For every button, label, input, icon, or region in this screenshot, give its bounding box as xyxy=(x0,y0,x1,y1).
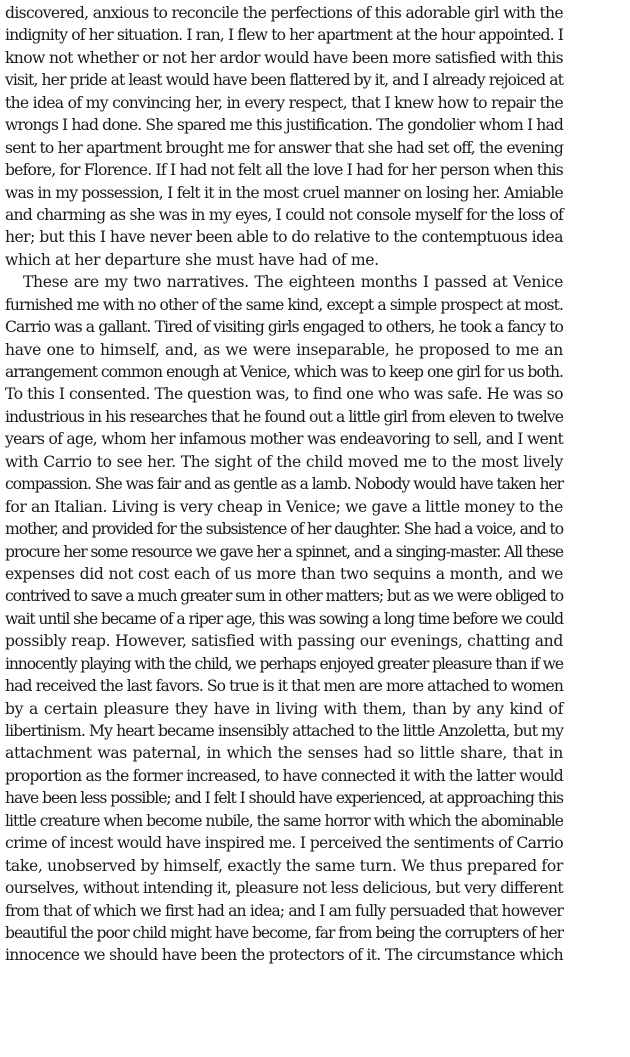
text-line: arrangement common enough at Venice, which was to keep one girl for us both. xyxy=(5,363,563,381)
text-line: wrongs I had done. She spared me this justification. The gondolier whom I had xyxy=(5,116,563,135)
text-line: procure her some resource we gave her a spinnet, and a singing-master. All these xyxy=(5,542,563,561)
text-line: take, unobserved by himself, exactly the same turn. We thus prepared for xyxy=(5,856,563,875)
text-line xyxy=(5,967,563,989)
text-line: her; but this I have never been able to do relative to the contemptuous idea xyxy=(5,228,563,247)
text-line: visit, her pride at least would have been flattered by it, and I already rejoiced at xyxy=(5,71,563,90)
paragraph-2 xyxy=(5,271,563,1056)
text-line: To this I consented. The question was, to find one who was safe. He was so xyxy=(5,385,563,404)
text-line: furnished me with no other of the same kind, except a simple prospect at most. xyxy=(5,295,563,314)
text-line: expenses did not cost each of us more than two sequins a month, and we xyxy=(5,564,563,583)
text-line xyxy=(5,1012,563,1034)
text-line: from that of which we first had an idea; and I am fully persuaded that however xyxy=(5,901,563,920)
text-line: crime of incest would have inspired me. I perceived the sentiments of Carrio xyxy=(5,834,563,853)
text-line: have one to himself, and, as we were inseparable, he proposed to me an xyxy=(5,340,563,359)
text-line: possibly reap. However, satisfied with passing our evenings, chatting and xyxy=(5,632,563,651)
text-line: with Carrio to see her. The sight of the child moved me to the most lively xyxy=(5,452,563,471)
text-line: compassion. She was fair and as gentle as a lamb. Nobody would have taken her xyxy=(5,475,563,494)
text-line: sent to her apartment brought me for answer that she had set off, the evening xyxy=(5,138,563,157)
text-line: was in my possession, I felt it in the most cruel manner on losing her. Amiable xyxy=(5,183,563,202)
text-line: mother, and provided for the subsistence of her daughter. She had a voice, and to xyxy=(5,520,563,539)
text-line xyxy=(5,1034,563,1056)
paragraph-1 xyxy=(5,2,563,271)
text-line: industrious in his researches that he found out a little girl from eleven to twelve xyxy=(5,407,563,426)
text-line: years of age, whom her infamous mother was endeavoring to sell, and I went xyxy=(5,430,563,449)
text-line: have been less possible; and I felt I should have experienced, at approaching this xyxy=(5,789,563,808)
text-line: discovered, anxious to reconcile the perfections of this adorable girl with the xyxy=(5,4,563,22)
text-line: libertinism. My heart became insensibly attached to the little Anzoletta, but my xyxy=(5,722,563,740)
text-line: proportion as the former increased, to have connected it with the latter would xyxy=(5,766,563,785)
text-line: by a certain pleasure they have in living with them, than by any kind of xyxy=(5,699,563,718)
text-line: know not whether or not her ardor would have been more satisfied with this xyxy=(5,48,563,67)
document-page xyxy=(5,2,563,1057)
text-line: ourselves, without intending it, pleasure not less delicious, but very different xyxy=(5,879,563,898)
text-line: contrived to save a much greater sum in other matters; but as we were obliged to xyxy=(5,587,563,606)
text-line: These are my two narratives. The eighteen months I passed at Venice xyxy=(23,273,563,292)
text-line: Carrio was a gallant. Tired of visiting girls engaged to others, he took a fancy to xyxy=(5,318,563,337)
text-line: innocently playing with the child, we perhaps enjoyed greater pleasure than if we xyxy=(5,654,563,673)
text-line: had received the last favors. So true is it that men are more attached to women xyxy=(5,677,563,696)
text-line: beautiful the poor child might have become, far from being the corrupters of her xyxy=(5,923,563,942)
text-line: attachment was paternal, in which the senses had so little share, that in xyxy=(5,744,563,763)
text-line: for an Italian. Living is very cheap in Venice; we gave a little money to the xyxy=(5,497,563,516)
text-line: and charming as she was in my eyes, I could not console myself for the loss of xyxy=(5,205,563,224)
text-line: which at her departure she must have had of me. xyxy=(5,250,379,269)
text-line xyxy=(5,989,563,1011)
text-line: before, for Florence. If I had not felt all the love I had for her person when this xyxy=(5,161,563,180)
text-line: wait until she became of a riper age, this was sowing a long time before we could xyxy=(5,609,563,628)
text-line: innocence we should have been the protectors of it. The circumstance which xyxy=(5,946,563,965)
text-line: little creature when become nubile, the same horror with which the abominable xyxy=(5,811,563,830)
text-line: indignity of her situation. I ran, I flew to her apartment at the hour appointed. I xyxy=(5,26,563,45)
text-line: the idea of my convincing her, in every respect, that I knew how to repair the xyxy=(5,93,563,112)
